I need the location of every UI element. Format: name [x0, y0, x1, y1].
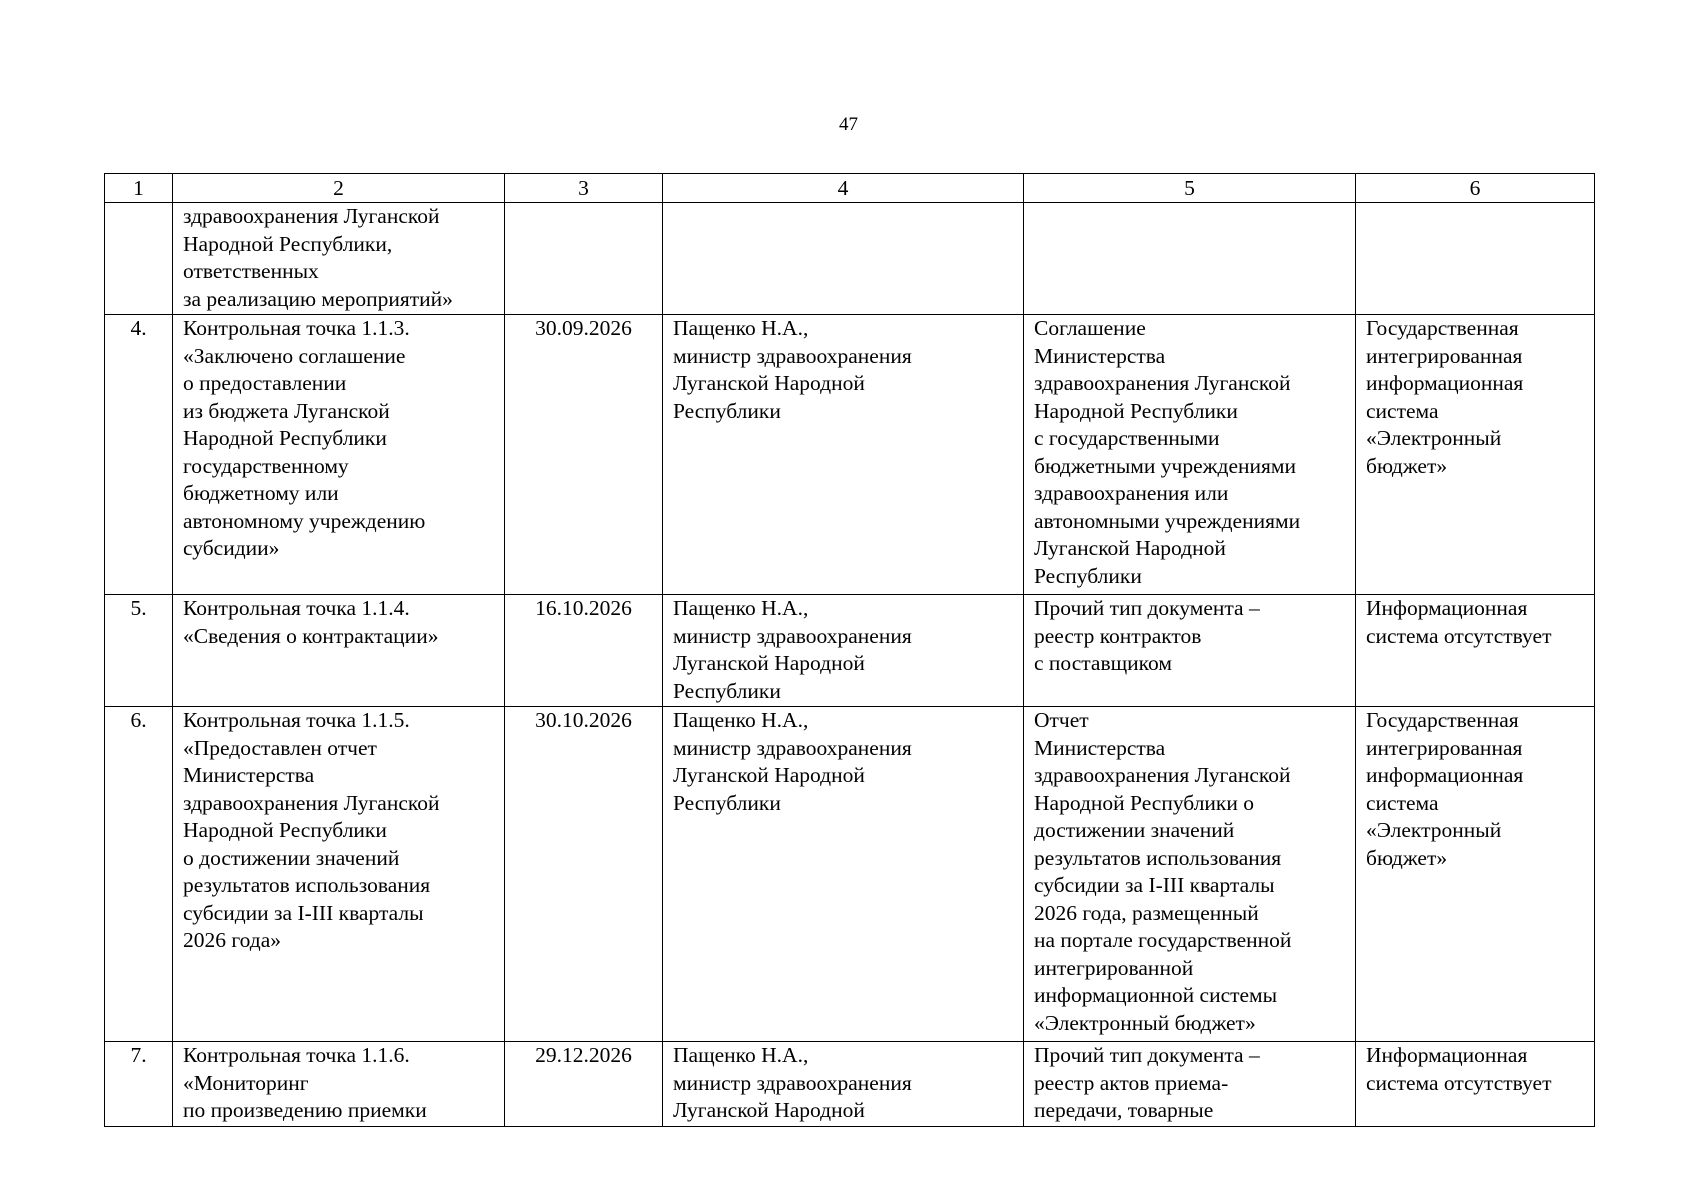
- control-point-cell-line: по произведению приемки: [183, 1098, 427, 1122]
- control-point-cell-line: о достижении значений: [183, 845, 400, 870]
- document-cell-line: Министерства: [1034, 735, 1166, 760]
- responsible-cell: [663, 315, 1024, 595]
- document-cell-line: Прочий тип документа –: [1034, 1043, 1260, 1067]
- responsible-cell-line: Пащенко Н.А.,: [673, 1043, 809, 1067]
- info-system-cell-line: Информационная: [1366, 1043, 1528, 1067]
- document-cell: [1024, 707, 1356, 1042]
- info-system-cell-line: интегрированная: [1366, 343, 1523, 368]
- info-system-cell-line: Информационная: [1366, 596, 1528, 620]
- document-cell-line: Отчет: [1034, 708, 1089, 732]
- responsible-cell: [663, 1042, 1024, 1127]
- document-cell-line: бюджетными учреждениями: [1034, 453, 1296, 478]
- row-number: 6.: [105, 707, 173, 1042]
- document-cell-line: реестр контрактов: [1034, 623, 1202, 648]
- control-point-cell-line: здравоохранения Луганской: [183, 790, 440, 815]
- document-cell: [1024, 595, 1356, 707]
- control-point-cell-line: «Заключено соглашение: [183, 343, 406, 368]
- document-cell: [1024, 203, 1356, 315]
- info-system-cell: [1356, 315, 1595, 595]
- info-system-cell-line: Государственная: [1366, 708, 1519, 732]
- control-point-cell: [173, 1042, 505, 1127]
- table-header-row: [105, 174, 1595, 203]
- control-point-cell-line: здравоохранения Луганской: [183, 204, 440, 228]
- responsible-cell: [663, 707, 1024, 1042]
- control-points-table: [104, 173, 1595, 1127]
- info-system-cell-line: бюджет»: [1366, 453, 1448, 478]
- responsible-cell-line: Республики: [673, 678, 781, 703]
- control-point-cell-line: Контрольная точка 1.1.3.: [183, 316, 410, 340]
- table-row: [105, 707, 1595, 1042]
- info-system-cell: [1356, 1042, 1595, 1127]
- document-cell-line: Республики: [1034, 563, 1142, 588]
- document-cell-line: передачи, товарные: [1034, 1098, 1214, 1122]
- info-system-cell-line: Государственная: [1366, 316, 1519, 340]
- table-row: [105, 595, 1595, 707]
- control-point-cell-line: «Мониторинг: [183, 1070, 309, 1095]
- document-cell-line: субсидии за I-III кварталы: [1034, 873, 1275, 897]
- document-cell-line: с государственными: [1034, 426, 1220, 450]
- info-system-cell-line: информационная: [1366, 763, 1524, 787]
- control-point-cell-line: Народной Республики,: [183, 231, 393, 256]
- control-point-cell-line: о предоставлении: [183, 371, 347, 395]
- control-point-cell-line: государственному: [183, 453, 349, 478]
- control-point-cell-line: Народной Республики: [183, 818, 387, 842]
- row-number: 4.: [105, 315, 173, 595]
- control-point-cell: [173, 315, 505, 595]
- info-system-cell-line: бюджет»: [1366, 845, 1448, 870]
- document-cell: [1024, 1042, 1356, 1127]
- control-point-cell-line: Министерства: [183, 763, 315, 787]
- responsible-cell-line: Пащенко Н.А.,: [673, 316, 809, 340]
- responsible-cell-line: Луганской Народной: [673, 651, 865, 675]
- control-point-cell-line: Контрольная точка 1.1.4.: [183, 596, 410, 620]
- control-point-cell-line: «Предоставлен отчет: [183, 735, 377, 760]
- responsible-cell-line: Луганской Народной: [673, 371, 865, 395]
- control-point-cell-line: ответственных: [183, 259, 319, 283]
- responsible-cell-line: Луганской Народной: [673, 763, 865, 787]
- row-number: 7.: [105, 1042, 173, 1127]
- header-cell-4: 4: [663, 174, 1024, 203]
- table-row: [105, 203, 1595, 315]
- info-system-cell: [1356, 707, 1595, 1042]
- document-cell-line: на портале государственной: [1034, 928, 1292, 952]
- due-date: 30.09.2026: [505, 315, 663, 595]
- responsible-cell-line: Пащенко Н.А.,: [673, 596, 809, 620]
- document-cell-line: здравоохранения Луганской: [1034, 371, 1291, 395]
- responsible-cell-line: министр здравоохранения: [673, 735, 912, 760]
- info-system-cell-line: система отсутствует: [1366, 1070, 1552, 1095]
- control-point-cell-line: субсидии»: [183, 536, 280, 560]
- responsible-cell-line: министр здравоохранения: [673, 623, 912, 648]
- header-cell-3: 3: [505, 174, 663, 203]
- document-cell-line: здравоохранения Луганской: [1034, 763, 1291, 787]
- due-date: 29.12.2026: [505, 1042, 663, 1127]
- document-cell-line: Народной Республики о: [1034, 790, 1255, 815]
- control-point-cell-line: Контрольная точка 1.1.6.: [183, 1043, 410, 1067]
- document-cell-line: интегрированной: [1034, 955, 1194, 980]
- header-cell-5: 5: [1024, 174, 1356, 203]
- table-row: [105, 1042, 1595, 1127]
- document-cell-line: 2026 года, размещенный: [1034, 900, 1259, 925]
- control-point-cell-line: субсидии за I-III кварталы: [183, 900, 424, 925]
- row-number: 5.: [105, 595, 173, 707]
- control-point-cell-line: автономному учреждению: [183, 508, 426, 533]
- responsible-cell-line: Луганской Народной: [673, 1098, 865, 1122]
- control-point-cell-line: Народной Республики: [183, 426, 387, 450]
- header-cell-6: 6: [1356, 174, 1595, 203]
- info-system-cell-line: «Электронный: [1366, 426, 1502, 450]
- header-cell-2: 2: [173, 174, 505, 203]
- responsible-cell-line: министр здравоохранения: [673, 1070, 912, 1095]
- info-system-cell: [1356, 203, 1595, 315]
- due-date: 30.10.2026: [505, 707, 663, 1042]
- due-date: [505, 203, 663, 315]
- control-point-cell: [173, 203, 505, 315]
- control-point-cell-line: за реализацию мероприятий»: [183, 286, 453, 311]
- due-date: 16.10.2026: [505, 595, 663, 707]
- info-system-cell: [1356, 595, 1595, 707]
- table-body: [105, 203, 1595, 1127]
- control-point-cell-line: из бюджета Луганской: [183, 398, 390, 423]
- document-cell-line: реестр актов приема-: [1034, 1070, 1229, 1095]
- info-system-cell-line: система: [1366, 398, 1439, 423]
- document-cell-line: «Электронный бюджет»: [1034, 1010, 1256, 1035]
- info-system-cell-line: интегрированная: [1366, 735, 1523, 760]
- document-cell-line: Народной Республики: [1034, 398, 1238, 423]
- info-system-cell-line: система: [1366, 790, 1439, 815]
- document-cell: [1024, 315, 1356, 595]
- responsible-cell: [663, 203, 1024, 315]
- document-cell-line: достижении значений: [1034, 818, 1235, 842]
- control-point-cell-line: «Сведения о контрактации»: [183, 623, 439, 648]
- responsible-cell: [663, 595, 1024, 707]
- responsible-cell-line: Республики: [673, 398, 781, 423]
- document-cell-line: Прочий тип документа –: [1034, 596, 1260, 620]
- control-point-cell-line: результатов использования: [183, 873, 431, 897]
- document-cell-line: Луганской Народной: [1034, 536, 1226, 560]
- responsible-cell-line: министр здравоохранения: [673, 343, 912, 368]
- info-system-cell-line: система отсутствует: [1366, 623, 1552, 648]
- control-point-cell: [173, 707, 505, 1042]
- info-system-cell-line: «Электронный: [1366, 818, 1502, 842]
- document-cell-line: с поставщиком: [1034, 651, 1172, 675]
- row-number: [105, 203, 173, 315]
- document-cell-line: результатов использования: [1034, 845, 1282, 870]
- document-cell-line: автономными учреждениями: [1034, 508, 1301, 533]
- responsible-cell-line: Республики: [673, 790, 781, 815]
- control-point-cell-line: Контрольная точка 1.1.5.: [183, 708, 410, 732]
- control-point-cell-line: бюджетному или: [183, 481, 339, 505]
- responsible-cell-line: Пащенко Н.А.,: [673, 708, 809, 732]
- page-number: 47: [839, 114, 858, 135]
- header-cell-1: 1: [105, 174, 173, 203]
- control-point-cell-line: 2026 года»: [183, 928, 282, 952]
- document-cell-line: Соглашение: [1034, 316, 1146, 340]
- document-cell-line: Министерства: [1034, 343, 1166, 368]
- info-system-cell-line: информационная: [1366, 371, 1524, 395]
- table-row: [105, 315, 1595, 595]
- document-cell-line: информационной системы: [1034, 983, 1278, 1007]
- control-point-cell: [173, 595, 505, 707]
- document-cell-line: здравоохранения или: [1034, 481, 1229, 505]
